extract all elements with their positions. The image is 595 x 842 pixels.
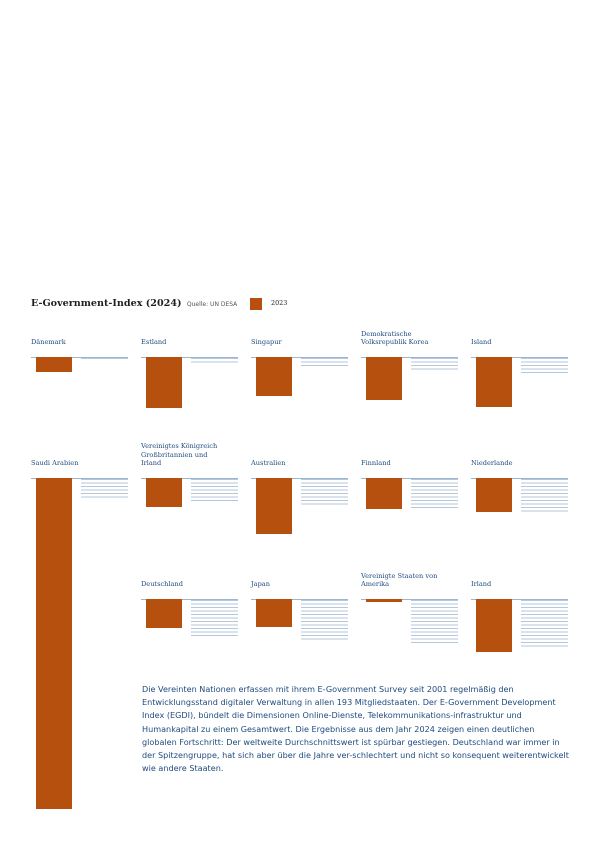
chart-source: Quelle: UN DESA bbox=[186, 301, 238, 308]
country-label: Saudi Arabien bbox=[31, 459, 79, 468]
bar bbox=[146, 357, 182, 408]
bar bbox=[476, 478, 512, 512]
bar bbox=[476, 357, 512, 407]
country-label: Estland bbox=[141, 338, 167, 347]
chart-title-text: E-Government-Index (2024) bbox=[31, 298, 182, 309]
bar bbox=[256, 357, 292, 396]
bar bbox=[366, 478, 402, 509]
bar bbox=[256, 478, 292, 534]
bar bbox=[36, 478, 72, 809]
country-label: Deutschland bbox=[141, 580, 183, 589]
country-label: Australien bbox=[251, 459, 286, 468]
body-text: Die Vereinten Nationen erfassen mit ihrem E-Government Survey seit 2001 regelmäßig den Entwicklungsstand digitaler Verwaltung in allen 193 Mitgliedstaaten. Der E-Government Development Index (EGDI), bündelt die Dimensionen Online-Dienste, Telekommunikations-infrastruktur und Humankapital zu einem Gesamtwert. Die Ergebnisse aus dem Jahr 2024 zeigen einen deutlichen globalen Fortschritt: Der weltweite Durchschnittswert ist spürbar gestiegen. Deutschland war immer in der Spitzengruppe, hat sich aber über die Jahre ver-schlechtert und nicht so konsequent weiterentwickelt wie andere Staaten. bbox=[142, 684, 569, 774]
bar bbox=[366, 599, 402, 602]
country-label: Vereinigte Staaten von Amerika bbox=[361, 571, 438, 589]
country-label: Vereinigtes Königreich Großbritannien und Irland bbox=[141, 442, 218, 468]
country-label: Japan bbox=[251, 580, 270, 589]
country-label: Irland bbox=[471, 580, 492, 589]
country-label: Finnland bbox=[361, 459, 391, 468]
country-label: Island bbox=[471, 338, 492, 347]
country-label: Demokratische Volksrepublik Korea bbox=[361, 329, 429, 347]
bar bbox=[146, 478, 182, 507]
bar bbox=[256, 599, 292, 627]
bar bbox=[366, 357, 402, 400]
bar bbox=[36, 357, 72, 372]
country-label: Singapur bbox=[251, 338, 282, 347]
country-label: Niederlande bbox=[471, 459, 513, 468]
legend-label: 2023 bbox=[271, 299, 288, 307]
bar bbox=[476, 599, 512, 652]
bar bbox=[146, 599, 182, 628]
country-label: Dänemark bbox=[31, 338, 66, 347]
